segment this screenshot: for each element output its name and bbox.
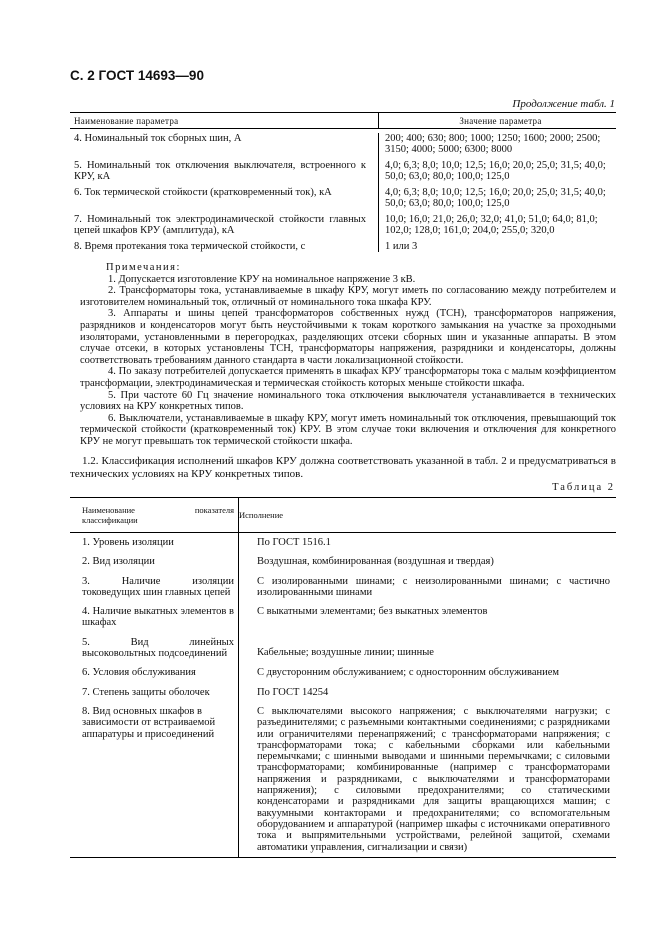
table-1 — [70, 112, 616, 252]
param-name: 6. Ток термической стойкости (кратковременный ток), кА — [74, 187, 332, 198]
note-item: 5. При частоте 60 Гц значение номинального тока отключения выключателя устанавливается в технических условиях на КРУ конкретных типов. — [80, 389, 616, 413]
section-1-2 — [70, 455, 616, 480]
table-2-label: Таблица 2 — [552, 482, 615, 493]
table-2 — [70, 497, 616, 858]
classification-name: 4. Наличие выкатных элементов в шкафах — [82, 606, 234, 629]
classification-name: 6. Условия обслуживания — [82, 667, 196, 679]
classification-value: С изолированными шинами; с неизолированными шинами; с частично изолированными шинами — [239, 572, 617, 603]
table2-header-value: Исполнение — [239, 498, 617, 533]
classification-name: 5. Вид линейных высоковольтных подсоединений — [82, 636, 234, 660]
classification-name: 7. Степень защиты оболочек — [82, 686, 210, 698]
note-item: 2. Трансформаторы тока, устанавливаемые в шкафу КРУ, могут иметь по согласованию между потребителем и изготовителем номинальный ток, отличный от номинального тока шкафа КРУ. — [80, 285, 616, 308]
param-name: 7. Номинальный ток электродинамической стойкости главных цепей шкафов КРУ (амплитуда), кА — [74, 214, 366, 236]
table-row — [70, 160, 616, 187]
notes-title: Примечания: — [106, 262, 181, 273]
param-value: 200; 400; 630; 800; 1000; 1250; 1600; 2000; 2500; 3150; 4000; 5000; 6300; 8000 — [379, 133, 617, 160]
classification-name: 3. Наличие изоляции токоведущих шин главных цепей — [82, 575, 234, 598]
param-name: 8. Время протекания тока термической стойкости, с — [74, 241, 306, 252]
param-value: 4,0; 6,3; 8,0; 10,0; 12,5; 16,0; 20,0; 25,0; 31,5; 40,0; 50,0; 63,0; 80,0; 100,0; 125,0 — [379, 187, 617, 214]
table-row — [70, 241, 616, 252]
note-item: 3. Аппараты и шины цепей трансформаторов собственных нужд (ТСН), трансформаторов напряжения, разрядников и конденсаторов могут быть неустойчивыми к токам короткого замыкания на участке за проходными изоляторами, установленными в перегородках, разделяющих отсеки сборных шин и указанные аппараты. В этом случае отсеки, в которых установлены ТСН, трансформаторы напряжения, разрядники и конденсаторы, должны соответствовать требованиям данного стандарта в части локализационной стойкости. — [80, 308, 616, 366]
table-row — [70, 187, 616, 214]
section-paragraph: 1.2. Классификация исполнений шкафов КРУ должна соответствовать указанной в табл. 2 и предусматриваться в технических условиях на КРУ конкретных типов. — [70, 455, 616, 480]
table1-header-param: Наименование параметра — [70, 113, 379, 129]
classification-name: 1. Уровень изоляции — [82, 537, 174, 548]
classification-value: Воздушная, комбинированная (воздушная и твердая) — [239, 552, 617, 571]
classification-value: С двусторонним обслуживанием; с односторонним обслуживанием — [239, 663, 617, 682]
table-row — [70, 552, 616, 571]
param-value: 1 или 3 — [379, 241, 617, 252]
param-value: 4,0; 6,3; 8,0; 10,0; 12,5; 16,0; 20,0; 25,0; 31,5; 40,0; 50,0; 63,0; 80,0; 100,0; 125,0 — [379, 160, 617, 187]
table-continuation-label: Продолжение табл. 1 — [512, 98, 615, 110]
classification-name: 8. Вид основных шкафов в зависимости от встраиваемой аппаратуры и присоединений — [82, 705, 216, 740]
table-row — [70, 533, 616, 553]
table-row — [70, 214, 616, 241]
note-item: 4. По заказу потребителей допускается применять в шкафах КРУ трансформаторы тока с малым коэффициентом трансформации, электродинамическая и термическая стойкость которых меньше стойкости шкафа. — [80, 366, 616, 389]
table-row — [70, 602, 616, 633]
table-row — [70, 133, 616, 160]
table1-header-value: Значение параметра — [379, 113, 617, 129]
classification-value: С выключателями высокого напряжения; с выключателями нагрузки; с разъединителями; с разъемными контактными соединениями; с разрядниками или ограничителями перенапряжений; с трансформаторами напряжения; с трансформаторами тока; с кабельными сборками или кабельными перемычками; с шинными выводами и шинными перемычками; с силовыми трансформаторами; комбинированные (например с трансформаторами напряжения и разрядниками, с выключателями и трансформаторами напряжения); с силовыми предохранителями; со статическими конденсаторами и разрядниками для защиты вращающихся машин; с вакуумными контакторами и предохранителями; со вспомогательным оборудованием и аппаратурой (например шкафы с источниками оперативного тока и выпрямительными устройствами, релейной защитой, схемами автоматики управления, сигнализации и связи) — [239, 702, 617, 857]
table-row — [70, 683, 616, 702]
param-name: 5. Номинальный ток отключения выключателя, встроенного к КРУ, кА — [74, 160, 366, 182]
note-item: 6. Выключатели, устанавливаемые в шкафу КРУ, могут иметь номинальный ток отключения, превышающий ток термической стойкости (кратковременный ток) КРУ. В этом случае токи включения и отключения для конкретного КРУ не могут превышать ток термической стойкости шкафа. — [80, 412, 616, 447]
classification-value: С выкатными элементами; без выкатных элементов — [239, 602, 617, 633]
table2-header-name: Наименование показателя классификации — [70, 498, 239, 533]
param-value: 10,0; 16,0; 21,0; 26,0; 32,0; 41,0; 51,0; 64,0; 81,0; 102,0; 128,0; 161,0; 204,0; 255,0; 320,0 — [379, 214, 617, 241]
param-name: 4. Номинальный ток сборных шин, А — [74, 133, 242, 144]
classification-name: 2. Вид изоляции — [82, 556, 155, 568]
notes-block — [80, 262, 616, 448]
table-row — [70, 702, 616, 857]
page-header: С. 2 ГОСТ 14693—90 — [70, 68, 204, 83]
classification-value: По ГОСТ 14254 — [239, 683, 617, 702]
table-row — [70, 633, 616, 664]
table-row — [70, 572, 616, 603]
classification-value: Кабельные; воздушные линии; шинные — [239, 633, 617, 664]
classification-value: По ГОСТ 1516.1 — [239, 533, 617, 553]
note-item: 1. Допускается изготовление КРУ на номинальное напряжение 3 кВ. — [108, 273, 416, 285]
table-row — [70, 663, 616, 682]
